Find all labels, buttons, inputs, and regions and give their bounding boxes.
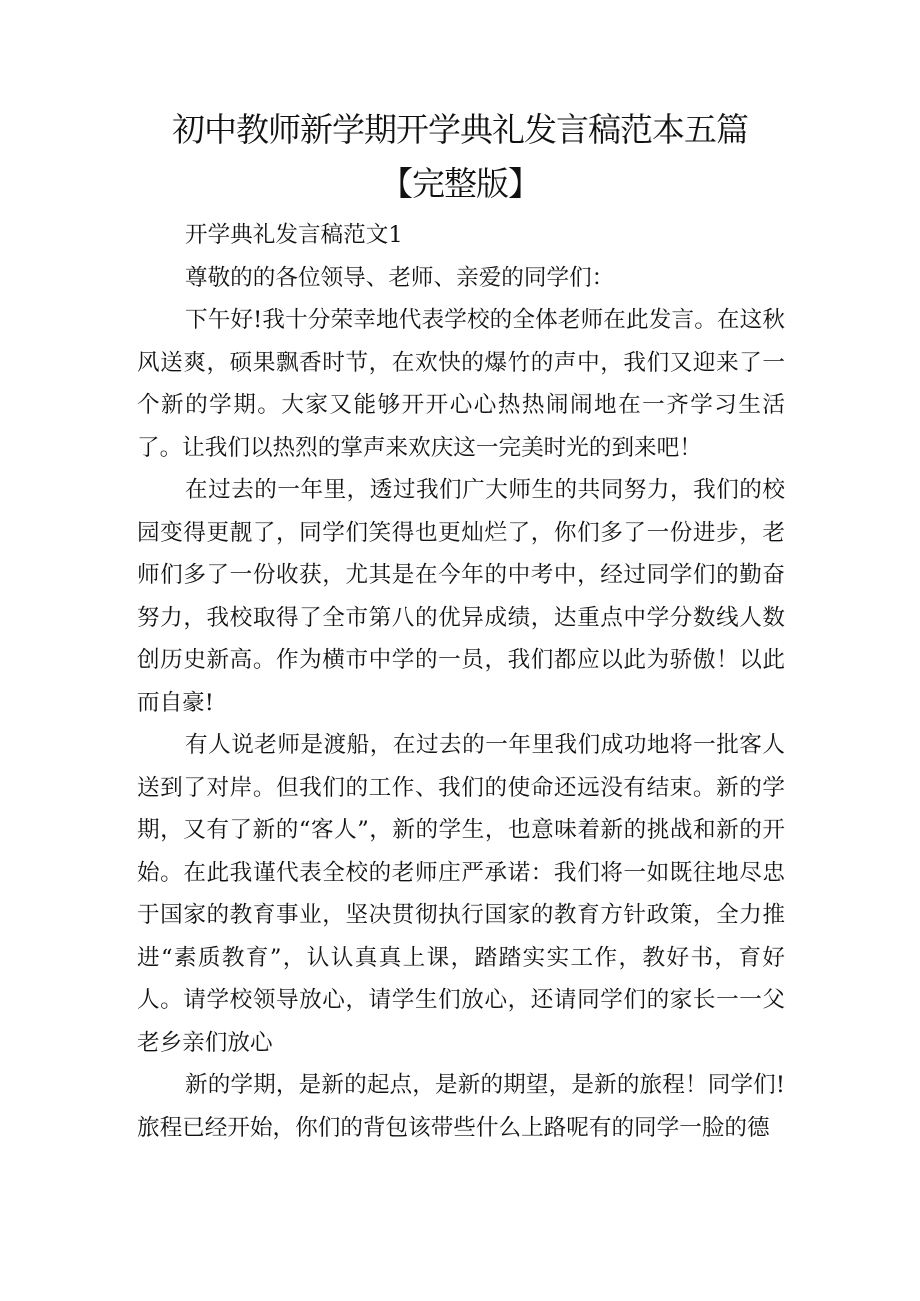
paragraph: 在过去的一年里，透过我们广大师生的共同努力，我们的校园变得更靓了，同学们笑得也更灿烂了，你们多了一份进步，老师们多了一份收获，尤其是在今年的中考中，经过同学们的勤奋努力，我校取得了全市第八的优异成绩，达重点中学分数线人数创历史新高。作为横市中学的一员，我们都应以此为骄傲！以此而自豪! bbox=[137, 477, 785, 716]
paragraph: 新的学期，是新的起点，是新的期望，是新的旅程！同学们!旅程已经开始，你们的背包该带些什么上路呢有的同学一脸的德 bbox=[137, 1072, 785, 1141]
paragraph: 下午好!我十分荣幸地代表学校的全体老师在此发言。在这秋风送爽，硕果飘香时节，在欢快的爆竹的声中，我们又迎来了一个新的学期。大家又能够开开心心热热闹闹地在一齐学习生活了。让我们以热烈的掌声来欢庆这一完美时光的到来吧！ bbox=[137, 307, 785, 461]
salutation: 尊敬的的各位领导、老师、亲爱的同学们： bbox=[185, 264, 615, 291]
section-heading: 开学典礼发言稿范文1 bbox=[185, 222, 403, 248]
document-subtitle: 【完整版】 bbox=[380, 164, 540, 203]
paragraph: 有人说老师是渡船，在过去的一年里我们成功地将一批客人送到了对岸。但我们的工作、我们的使命还远没有结束。新的学期，又有了新的“客人”，新的学生，也意味着新的挑战和新的开始。在此我谨代表全校的老师庄严承诺：我们将一如既往地尽忠于国家的教育事业，坚决贯彻执行国家的教育方针政策，全力推进“素质教育”，认认真真上课，踏踏实实工作，教好书，育好人。请学校领导放心，请学生们放心，还请同学们的家长一一父老乡亲们放心 bbox=[137, 732, 785, 1056]
document-title: 初中教师新学期开学典礼发言稿范本五篇 bbox=[172, 110, 748, 149]
document-body bbox=[137, 214, 785, 1149]
